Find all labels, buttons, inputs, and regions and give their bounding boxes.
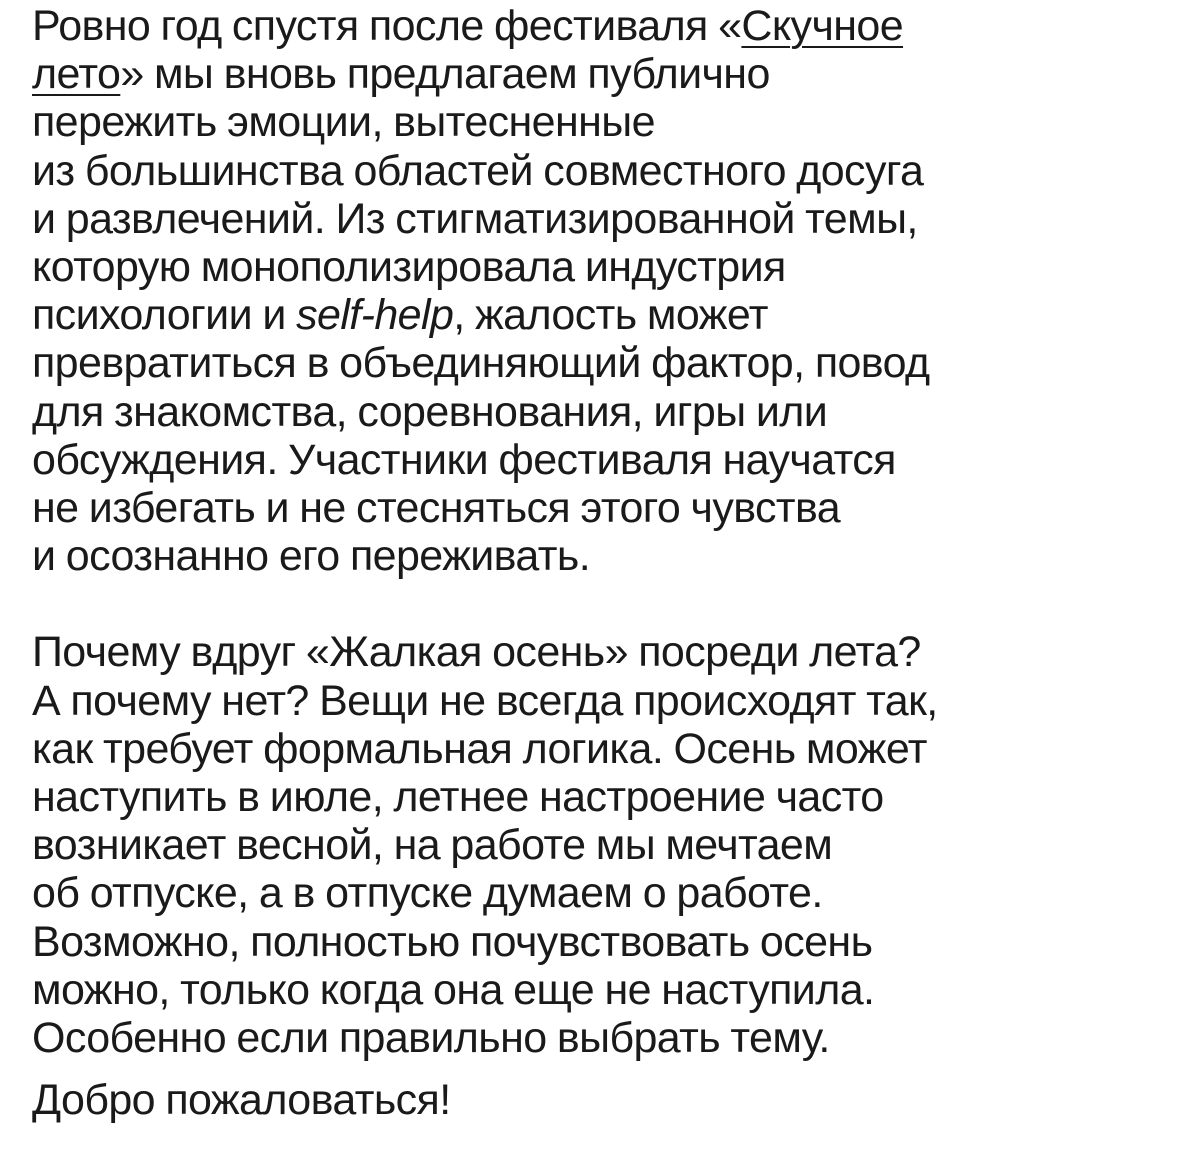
text-line: можно, только когда она еще не наступила. bbox=[32, 965, 875, 1014]
text-line bbox=[32, 2, 1162, 50]
text-line: Возможно, полностью почувствовать осень bbox=[32, 917, 873, 966]
text-line: для знакомства, соревнования, игры или bbox=[32, 387, 828, 436]
text-line: обсуждения. Участники фестиваля научатся bbox=[32, 435, 896, 484]
intro-paragraph bbox=[32, 2, 1162, 580]
text-line: наступить в июле, летнее настроение часто bbox=[32, 773, 884, 822]
text-line: возникает весной, на работе мы мечтаем bbox=[32, 821, 833, 870]
why-paragraph bbox=[32, 628, 1162, 1062]
text-line: Почему вдруг «Жалкая осень» посреди лета? bbox=[32, 628, 921, 677]
text-segment: , жалость может bbox=[453, 291, 768, 340]
text-line: как требует формальная логика. Осень может bbox=[32, 724, 927, 773]
closing-line bbox=[32, 1076, 1162, 1124]
text-line: которую монополизировала индустрия bbox=[32, 243, 786, 292]
text-line: и развлечений. Из стигматизированной темы, bbox=[32, 194, 918, 243]
festival-link[interactable]: Скучное bbox=[741, 2, 904, 50]
text-line: А почему нет? Вещи не всегда происходят так, bbox=[32, 676, 938, 725]
text-line: об отпуске, а в отпуске думаем о работе. bbox=[32, 869, 823, 918]
text-segment: психологии и bbox=[32, 291, 297, 340]
text-line: не избегать и не стесняться этого чувства bbox=[32, 484, 841, 533]
text-line: пережить эмоции, вытесненные bbox=[32, 98, 655, 147]
text-line bbox=[32, 291, 1162, 339]
festival-link[interactable]: лето bbox=[32, 50, 121, 99]
self-help-term: self-help bbox=[296, 291, 454, 340]
article-body bbox=[32, 2, 1162, 1124]
text-line: и осознанно его переживать. bbox=[32, 532, 591, 581]
text-line: Особенно если правильно выбрать тему. bbox=[32, 1014, 830, 1063]
text-line: из большинства областей совместного досуга bbox=[32, 146, 924, 195]
text-line: превратиться в объединяющий фактор, повод bbox=[32, 339, 930, 388]
text-line bbox=[32, 50, 1162, 98]
text-segment: » мы вновь предлагаем публично bbox=[120, 50, 770, 99]
text-segment: Ровно год спустя после фестиваля « bbox=[32, 2, 742, 50]
welcome-text: Добро пожаловаться! bbox=[32, 1076, 451, 1125]
